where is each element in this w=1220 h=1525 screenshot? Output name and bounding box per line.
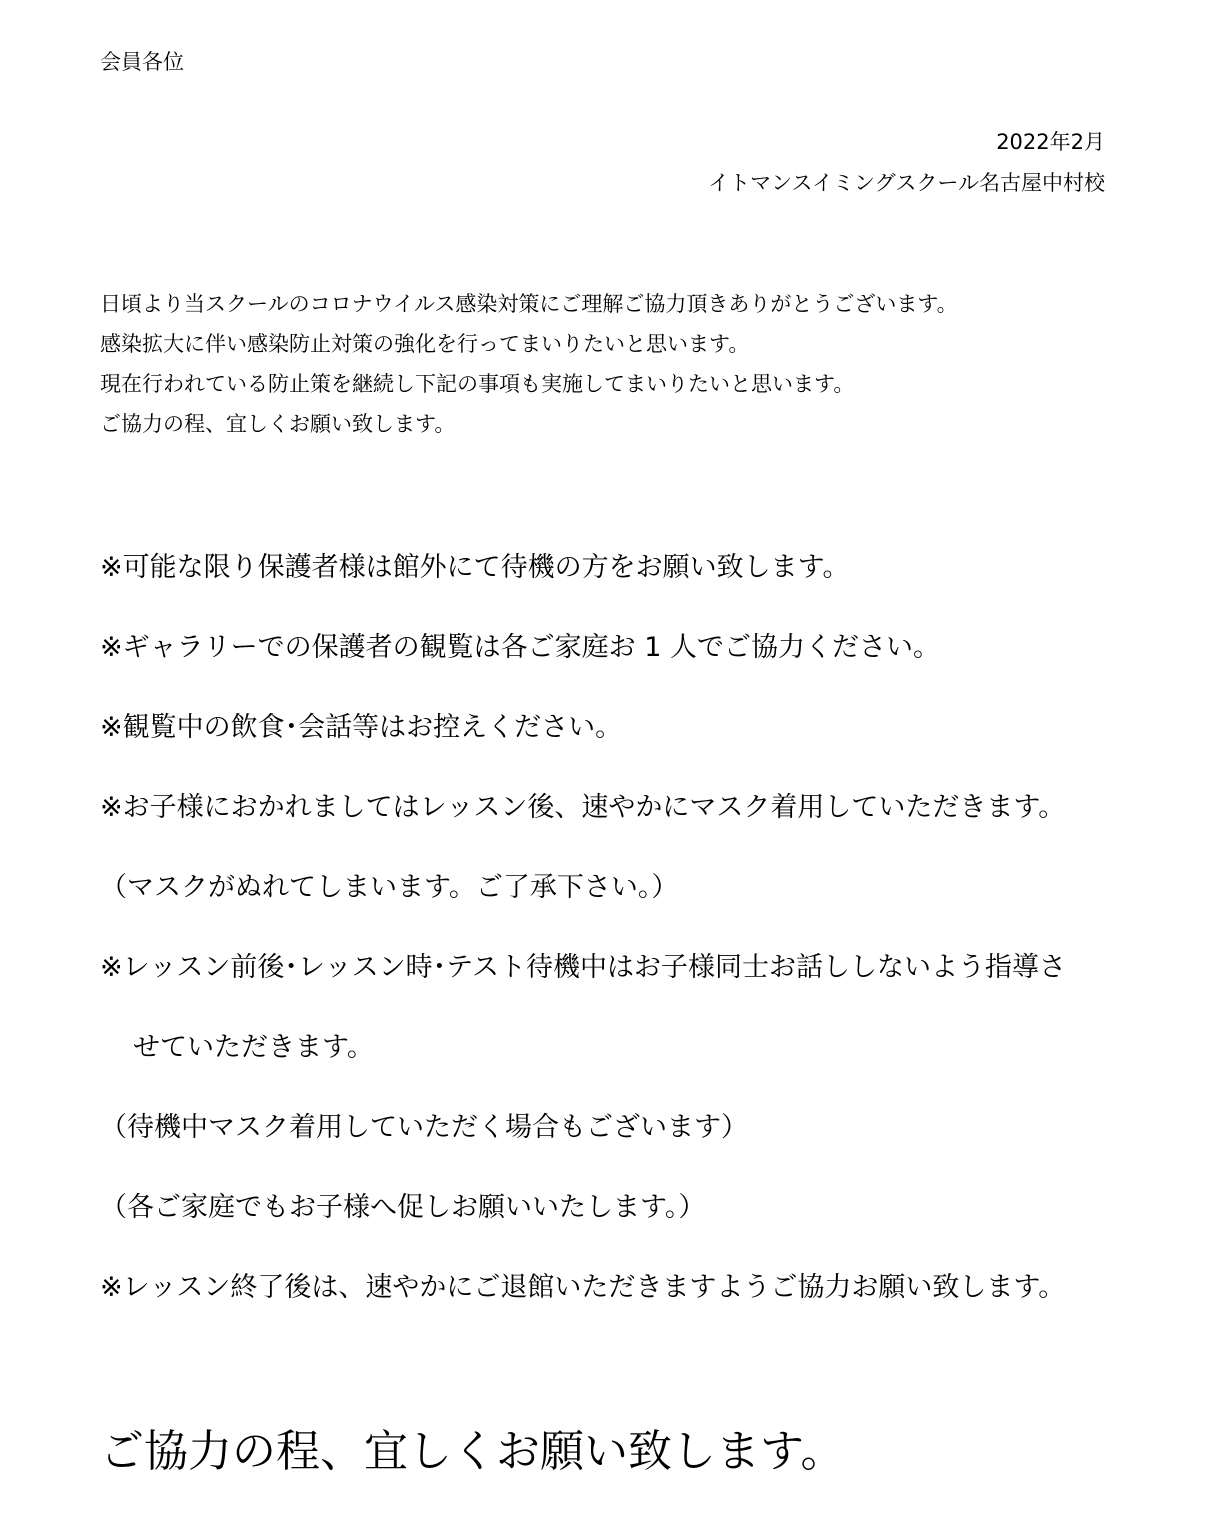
notice-item: ※レッスン終了後は、速やかにご退館いただきますようご協力お願い致します。 (100, 1272, 1066, 1303)
notice-item: ※ギャラリーでの保護者の観覧は各ご家庭お 1 人でご協力ください。 (100, 632, 940, 663)
notice-item: ※観覧中の飲食･会話等はお控えください。 (100, 712, 623, 743)
notice-item-continued: せていただきます。 (133, 1032, 374, 1063)
closing-message: ご協力の程、宜しくお願い致します。 (100, 1426, 845, 1477)
notice-note: （各ご家庭でもお子様へ促しお願いいたします。） (100, 1192, 706, 1223)
notice-item: ※可能な限り保護者様は館外にて待機の方をお願い致します。 (100, 552, 850, 583)
intro-line: 現在行われている防止策を継続し下記の事項も実施してまいりたいと思います。 (100, 372, 855, 396)
intro-line: ご協力の程、宜しくお願い致します。 (100, 412, 456, 436)
intro-line: 感染拡大に伴い感染防止対策の強化を行ってまいりたいと思います。 (100, 332, 750, 356)
intro-line: 日頃より当スクールのコロナウイルス感染対策にご理解ご協力頂きありがとうございます。 (100, 292, 958, 316)
notice-item: ※レッスン前後･レッスン時･テスト待機中はお子様同士お話ししないよう指導さ (100, 952, 1067, 983)
sender: イトマンスイミングスクール名古屋中村校 (708, 171, 1105, 195)
notice-note: （マスクがぬれてしまいます。ご了承下さい。） (100, 872, 679, 903)
date: 2022年2月 (996, 130, 1105, 154)
addressee: 会員各位 (100, 50, 184, 74)
notice-item: ※お子様におかれましてはレッスン後、速やかにマスク着用していただきます。 (100, 792, 1066, 823)
notice-note: （待機中マスク着用していただく場合もございます） (100, 1112, 748, 1143)
